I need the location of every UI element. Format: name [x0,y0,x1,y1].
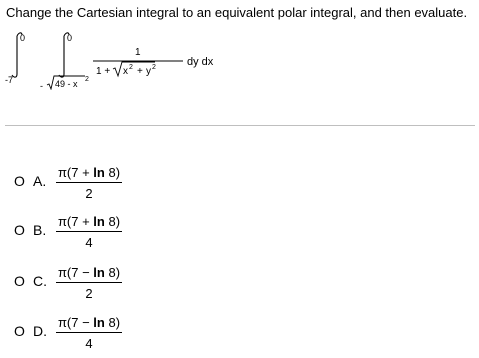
option-a[interactable] [14,164,144,208]
option-a-numerator: π(7 + ln 8) [57,165,121,180]
radio-button-d[interactable]: O [14,323,25,339]
option-d[interactable] [14,314,144,358]
integrand-y-exponent: 2 [152,64,156,71]
option-c-numerator: π(7 − ln 8) [57,265,121,280]
differentials: dy dx [187,56,214,68]
integrand-numerator: 1 [135,47,141,58]
integrand-radicand-x: x [123,66,128,77]
option-a-denominator: 2 [85,186,93,201]
integral-expression [5,30,235,90]
radio-button-b[interactable]: O [14,222,25,238]
option-b-fraction [56,213,122,251]
outer-upper-limit: 0 [20,33,26,43]
option-b-denominator: 4 [85,235,93,250]
inner-lower-radicand: 49 - x [55,79,78,89]
inner-upper-limit: 0 [67,33,73,43]
inner-lower-sign: - [40,81,43,90]
outer-lower-limit: -7 [5,75,14,85]
option-c[interactable] [14,264,144,308]
option-d-denominator: 4 [85,336,93,351]
option-b-fraction-bar [56,231,122,232]
option-b-numerator: π(7 + ln 8) [57,214,121,229]
option-a-fraction-bar [56,182,122,183]
question-text: Change the Cartesian integral to an equivalent polar integral, and then evaluate. [6,5,468,20]
option-c-fraction-bar [56,282,122,283]
option-d-numerator: π(7 − ln 8) [57,315,121,330]
section-divider [5,125,475,126]
integrand-denominator-prefix: 1 + [96,66,111,77]
integrand-x-exponent: 2 [129,64,133,71]
option-b-letter: B. [33,222,47,238]
inner-lower-exponent: 2 [85,76,89,83]
radio-button-a[interactable]: O [14,173,25,189]
integrand-radicand-y: y [146,66,151,77]
option-d-fraction [56,314,122,352]
option-c-letter: C. [33,273,47,289]
radio-button-c[interactable]: O [14,273,25,289]
option-d-fraction-bar [56,332,122,333]
option-d-letter: D. [33,323,47,339]
option-c-denominator: 2 [85,286,93,301]
option-b[interactable] [14,213,144,257]
option-c-fraction [56,264,122,302]
option-a-fraction [56,164,122,202]
option-a-letter: A. [33,173,47,189]
integrand-plus: + [137,66,143,77]
